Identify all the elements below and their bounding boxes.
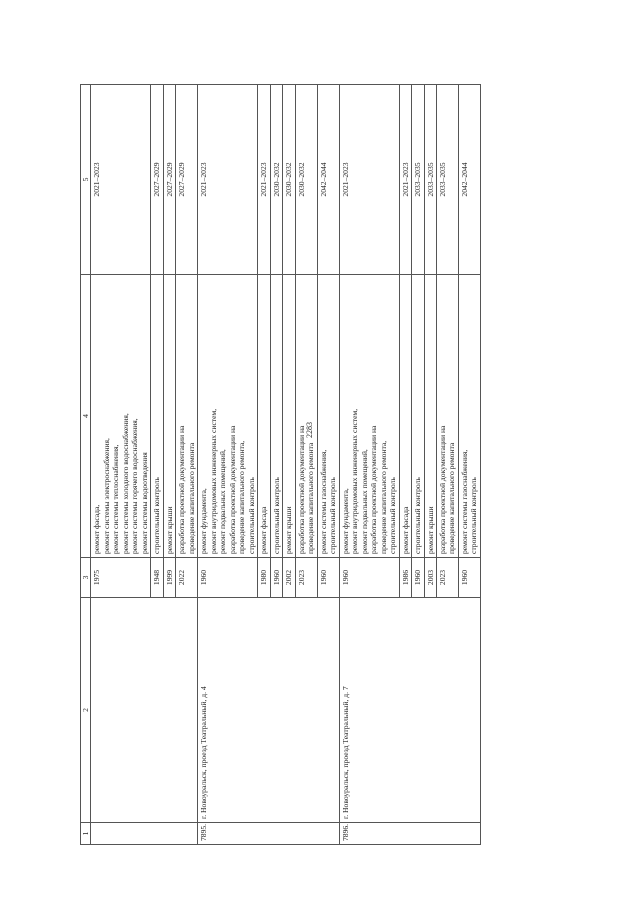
works-cell: [458, 275, 480, 558]
period-cell: 2033–2035: [436, 85, 458, 275]
work-line: ремонт системы газоснабжения,: [318, 449, 328, 554]
work-line: разработка проектной документации на: [227, 425, 237, 554]
table-row: [339, 85, 399, 845]
year-cell: 1960: [270, 558, 282, 598]
work-line: ремонт фасада,: [92, 504, 102, 554]
row-number-cell: 7895.: [198, 823, 339, 845]
row-number-cell: [91, 823, 198, 845]
period-cell: 2021–2023: [91, 85, 151, 275]
work-line: ремонт фундамента,: [340, 488, 350, 554]
table-body: [91, 85, 480, 845]
work-line: строительный контроль: [152, 477, 162, 554]
period-cell: 2030–2032: [270, 85, 282, 275]
work-line: ремонт фасада: [259, 506, 269, 554]
works-cell: [295, 275, 317, 558]
work-line: ремонт крыши: [284, 506, 294, 554]
work-line: проведение капитального ремонта,: [237, 440, 247, 554]
column-number: 1: [81, 823, 91, 845]
work-line: строительный контроль: [271, 477, 281, 554]
period-cell: 2033–2035: [424, 85, 436, 275]
year-cell: 2022: [176, 558, 198, 598]
year-cell: 1960: [339, 558, 399, 598]
works-cell: [436, 275, 458, 558]
period-cell: 2033–2035: [412, 85, 424, 275]
work-line: ремонт системы холодного водоснабжения,: [120, 413, 130, 554]
work-line: строительный контроль: [388, 477, 398, 554]
column-number: 3: [81, 558, 91, 598]
year-cell: 2002: [283, 558, 295, 598]
year-cell: 1960: [458, 558, 480, 598]
works-cell: [412, 275, 424, 558]
capital-repair-table: [80, 84, 481, 845]
period-cell: 2042–2044: [317, 85, 339, 275]
works-cell: [91, 275, 151, 558]
year-cell: 2023: [436, 558, 458, 598]
period-cell: 2021–2023: [198, 85, 258, 275]
works-cell: [258, 275, 270, 558]
works-cell: [283, 275, 295, 558]
work-line: ремонт фундамента,: [199, 488, 209, 554]
year-cell: 1999: [163, 558, 175, 598]
work-line: ремонт крыши: [425, 506, 435, 554]
period-cell: 2021–2023: [258, 85, 270, 275]
address-cell: [91, 598, 198, 823]
period-cell: 2021–2023: [339, 85, 399, 275]
work-line: проведение капитального ремонта: [186, 442, 196, 554]
year-cell: 2003: [424, 558, 436, 598]
year-cell: 1980: [258, 558, 270, 598]
address-cell: г. Новоуральск, проезд Театральный, д. 7: [339, 598, 480, 823]
page-number: 2283: [305, 422, 314, 438]
period-cell: 2021–2023: [399, 85, 411, 275]
table-row: [91, 85, 151, 845]
work-line: разработка проектной документации на: [177, 425, 187, 554]
period-cell: 2042–2044: [458, 85, 480, 275]
year-cell: 2023: [295, 558, 317, 598]
rotated-table-sheet: [80, 85, 572, 845]
work-line: строительный контроль: [328, 477, 338, 554]
work-line: проведение капитального ремонта: [306, 442, 316, 554]
works-cell: [270, 275, 282, 558]
work-line: ремонт системы горячего водоснабжения,: [130, 418, 140, 554]
works-cell: [399, 275, 411, 558]
period-cell: 2030–2032: [295, 85, 317, 275]
period-cell: 2027–2029: [163, 85, 175, 275]
year-cell: 1960: [198, 558, 258, 598]
work-line: ремонт крыши: [164, 506, 174, 554]
period-cell: 2030–2032: [283, 85, 295, 275]
work-line: ремонт внутридомовых инженерных систем,: [350, 408, 360, 554]
column-number: 5: [81, 85, 91, 275]
work-line: строительный контроль: [469, 477, 479, 554]
work-line: проведение капитального ремонта,: [378, 440, 388, 554]
year-cell: 1986: [399, 558, 411, 598]
works-cell: [198, 275, 258, 558]
year-cell: 1948: [151, 558, 163, 598]
works-cell: [163, 275, 175, 558]
table-row: [198, 85, 258, 845]
works-cell: [424, 275, 436, 558]
work-line: разработка проектной документации на: [369, 425, 379, 554]
work-line: строительный контроль: [413, 477, 423, 554]
column-number-row: [81, 85, 91, 845]
work-line: ремонт фасада: [400, 506, 410, 554]
column-number: 2: [81, 598, 91, 823]
row-number-cell: 7896.: [339, 823, 480, 845]
work-line: ремонт подвальных помещений,: [218, 449, 228, 554]
works-cell: [176, 275, 198, 558]
works-cell: [339, 275, 399, 558]
address-cell: г. Новоуральск, проезд Театральный, д. 4: [198, 598, 339, 823]
year-cell: 1960: [317, 558, 339, 598]
period-cell: 2027–2029: [176, 85, 198, 275]
work-line: ремонт подвальных помещений,: [359, 449, 369, 554]
works-cell: [317, 275, 339, 558]
year-cell: 1975: [91, 558, 151, 598]
work-line: ремонт системы теплоснабжения,: [111, 444, 121, 554]
year-cell: 1960: [412, 558, 424, 598]
column-number: 4: [81, 275, 91, 558]
work-line: проведение капитального ремонта: [447, 442, 457, 554]
work-line: разработка проектной документации на: [296, 425, 306, 554]
work-line: ремонт системы водоотведения: [139, 452, 149, 554]
work-line: строительный контроль: [246, 477, 256, 554]
work-line: разработка проектной документации на: [437, 425, 447, 554]
work-line: ремонт внутридомовых инженерных систем,: [208, 408, 218, 554]
work-line: ремонт системы газоснабжения,: [459, 449, 469, 554]
works-cell: [151, 275, 163, 558]
work-line: ремонт системы электроснабжения,: [101, 438, 111, 554]
period-cell: 2027–2029: [151, 85, 163, 275]
